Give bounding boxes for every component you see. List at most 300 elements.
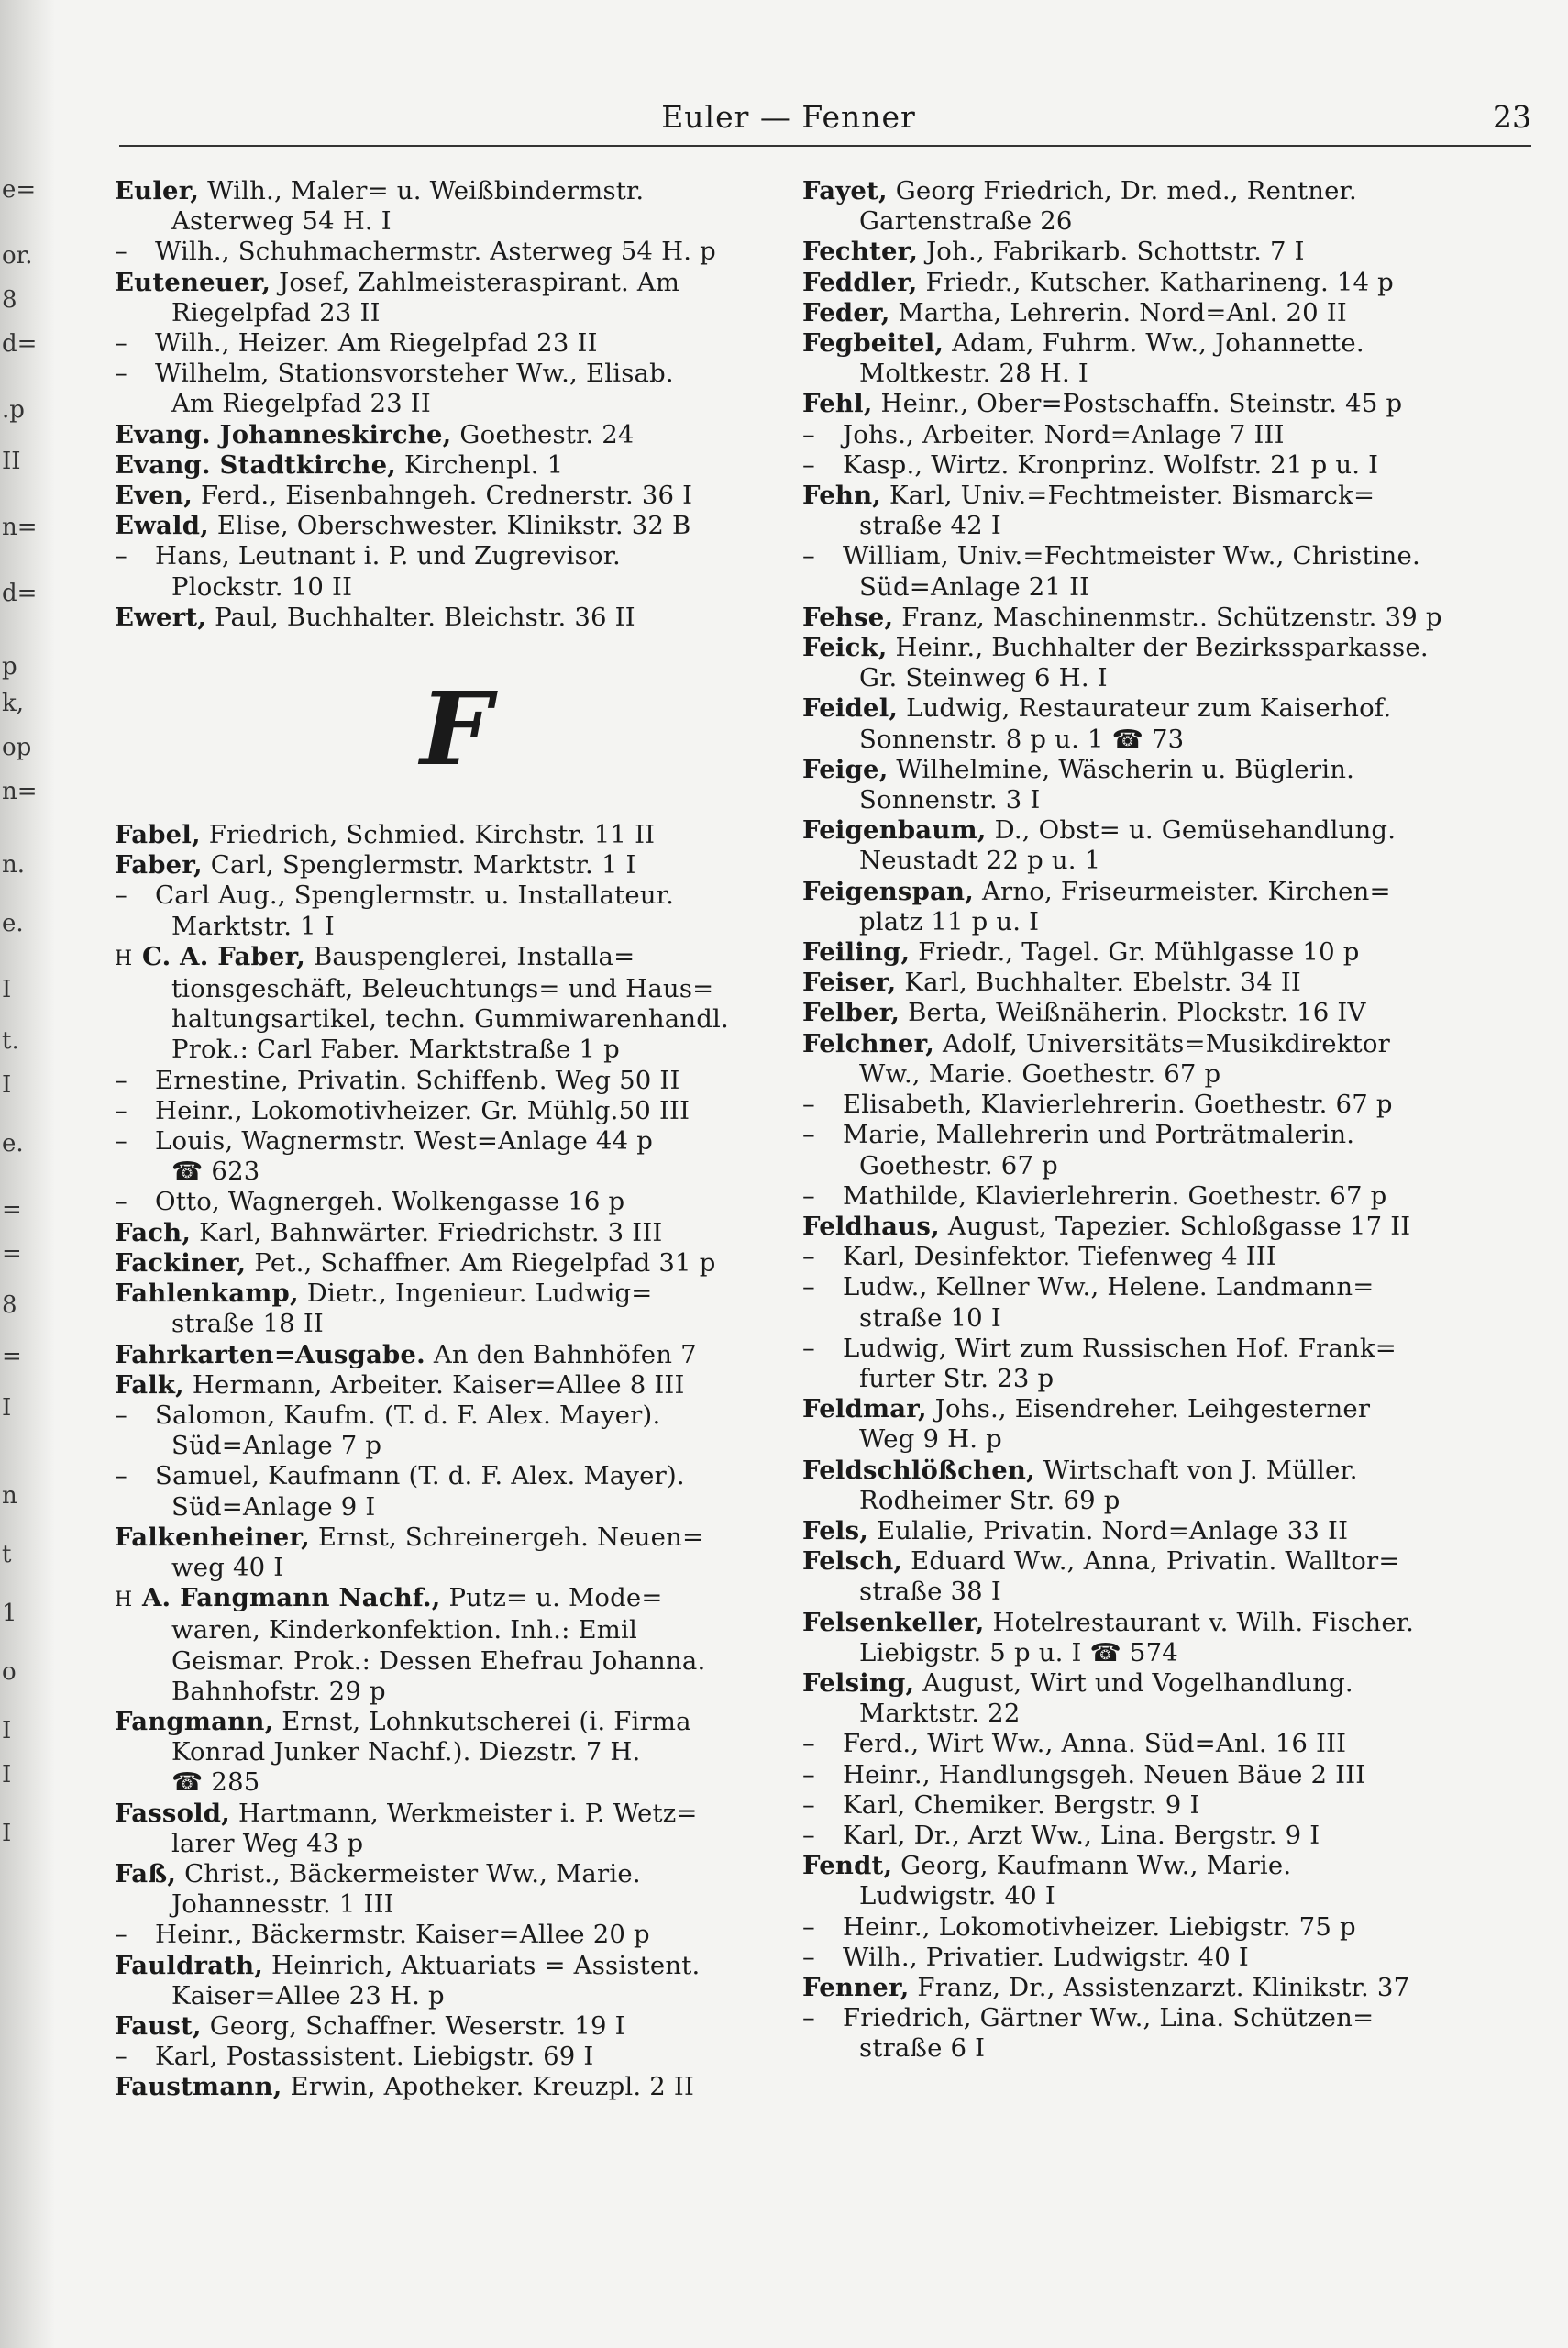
entry-surname: Evang. Stadtkirche, bbox=[115, 449, 397, 480]
entry-text: Karl, Postassistent. Liebigstr. 69 I bbox=[155, 2042, 594, 2072]
gutter-fragment: = bbox=[2, 1240, 22, 1268]
entry-text: Mathilde, Klavierlehrerin. Goethestr. 67 p bbox=[843, 1180, 1387, 1211]
entry-first-line bbox=[802, 1212, 1485, 1242]
entry-text: Friedr., Tagel. Gr. Mühlgasse 10 p bbox=[918, 937, 1360, 968]
entry-text: August, Tapezier. Schloßgasse 17 II bbox=[947, 1211, 1411, 1241]
entry-text: Elise, Oberschwester. Klinikstr. 32 B bbox=[216, 511, 691, 541]
entry-text: waren, Kinderkonfektion. Inh.: Emil bbox=[171, 1615, 638, 1645]
entry-continuation-line bbox=[115, 1889, 798, 1920]
gutter-fragment: t. bbox=[2, 1027, 19, 1055]
entry-first-line bbox=[802, 389, 1485, 419]
entry-text: platz 11 p u. I bbox=[859, 906, 1040, 936]
directory-entry bbox=[115, 1187, 798, 1217]
gutter-fragment: d= bbox=[2, 580, 38, 607]
entry-surname: Faß, bbox=[115, 1858, 177, 1888]
entry-continuation-line bbox=[115, 974, 798, 1004]
directory-entry bbox=[115, 1340, 798, 1370]
entry-text: straße 42 I bbox=[859, 511, 1001, 541]
entry-text: Süd=Anlage 7 p bbox=[171, 1431, 382, 1461]
entry-text: Moltkestr. 28 H. I bbox=[859, 359, 1088, 389]
entry-first-line bbox=[802, 1090, 1485, 1120]
entry-surname: Feiling, bbox=[802, 937, 911, 968]
directory-entry bbox=[115, 1096, 798, 1126]
repeat-dash: – bbox=[115, 1065, 127, 1095]
entry-text: Hans, Leutnant i. P. und Zugrevisor. bbox=[155, 541, 621, 571]
directory-entry bbox=[115, 268, 798, 328]
directory-entry bbox=[802, 937, 1485, 968]
repeat-dash: – bbox=[802, 1333, 815, 1363]
entry-text: Wilh., Schuhmachermstr. Asterweg 54 H. p bbox=[155, 237, 716, 267]
entry-continuation-line bbox=[802, 572, 1485, 603]
entry-text: Adolf, Universitäts=Musikdirektor bbox=[943, 1028, 1390, 1058]
repeat-dash: – bbox=[802, 1180, 815, 1211]
entry-text: Goethestr. 67 p bbox=[859, 1150, 1058, 1180]
entry-text: Heinr., Handlungsgeh. Neuen Bäue 2 III bbox=[843, 1759, 1366, 1789]
entry-text: Asterweg 54 H. I bbox=[171, 206, 392, 237]
entry-text: Prok.: Carl Faber. Marktstraße 1 p bbox=[171, 1035, 620, 1065]
entry-surname: Fehn, bbox=[802, 481, 882, 511]
directory-entry bbox=[115, 1126, 798, 1187]
entry-text: Heinr., Lokomotivheizer. Gr. Mühlg.50 III bbox=[155, 1095, 690, 1125]
entry-first-line bbox=[115, 1096, 798, 1126]
directory-entry bbox=[115, 176, 798, 237]
gutter-fragment: or. bbox=[2, 242, 33, 270]
entry-text: Franz, Dr., Assistenzarzt. Klinikstr. 37 bbox=[917, 1972, 1410, 2002]
entry-continuation-line bbox=[115, 1737, 798, 1767]
directory-entry bbox=[802, 1516, 1485, 1546]
entry-surname: Feige, bbox=[802, 754, 889, 784]
directory-entry bbox=[115, 1401, 798, 1461]
directory-entry bbox=[115, 1707, 798, 1799]
repeat-dash: – bbox=[802, 1729, 815, 1759]
directory-entry bbox=[115, 237, 798, 267]
entry-text: larer Weg 43 p bbox=[171, 1828, 364, 1858]
entry-text: Ludwig, Wirt zum Russischen Hof. Frank= bbox=[843, 1333, 1397, 1363]
entry-continuation-line bbox=[115, 1492, 798, 1523]
directory-entry bbox=[115, 2011, 798, 2042]
directory-entry bbox=[802, 1090, 1485, 1120]
entry-continuation-line bbox=[802, 1059, 1485, 1090]
gutter-fragment: n. bbox=[2, 851, 26, 879]
repeat-dash: – bbox=[802, 1759, 815, 1789]
entry-text: Hermann, Arbeiter. Kaiser=Allee 8 III bbox=[192, 1369, 685, 1400]
gutter-fragment: 8 bbox=[2, 286, 17, 314]
directory-entry bbox=[802, 693, 1485, 754]
entry-text: Gr. Steinweg 6 H. I bbox=[859, 663, 1108, 693]
entry-text: Carl, Spenglermstr. Marktstr. 1 I bbox=[210, 850, 636, 880]
entry-text: Karl, Chemiker. Bergstr. 9 I bbox=[843, 1789, 1200, 1820]
entry-text: Georg, Kaufmann Ww., Marie. bbox=[900, 1851, 1292, 1881]
page-number: 23 bbox=[1493, 99, 1531, 135]
entry-text: straße 38 I bbox=[859, 1577, 1001, 1607]
directory-entry bbox=[115, 880, 798, 941]
entry-text: Salomon, Kaufm. (T. d. F. Alex. Mayer). bbox=[155, 1400, 661, 1430]
entry-text: Liebigstr. 5 p u. I ☎ 574 bbox=[859, 1637, 1178, 1667]
entry-first-line bbox=[115, 2072, 798, 2102]
directory-entry bbox=[115, 1799, 798, 1859]
entry-text: Josef, Zahlmeisteraspirant. Am bbox=[279, 267, 680, 297]
entry-text: Joh., Fabrikarb. Schottstr. 7 I bbox=[926, 237, 1305, 267]
directory-entry bbox=[802, 1608, 1485, 1668]
entry-surname: Fach, bbox=[115, 1217, 192, 1247]
entry-continuation-line bbox=[802, 725, 1485, 755]
directory-entry bbox=[802, 1212, 1485, 1242]
directory-entry bbox=[802, 237, 1485, 267]
entry-first-line bbox=[115, 450, 798, 481]
repeat-dash: – bbox=[802, 1789, 815, 1820]
entry-text: ☎ 285 bbox=[171, 1767, 260, 1798]
gutter-fragment: I bbox=[2, 976, 12, 1003]
entry-text: Riegelpfad 23 II bbox=[171, 297, 381, 327]
gutter-fragment: n= bbox=[2, 514, 38, 541]
entry-first-line bbox=[115, 603, 798, 633]
directory-entry bbox=[802, 1821, 1485, 1851]
directory-entry bbox=[115, 2072, 798, 2102]
entry-first-line bbox=[802, 1181, 1485, 1212]
gutter-fragment: e= bbox=[2, 176, 37, 204]
entry-text: Eduard Ww., Anna, Privatin. Walltor= bbox=[911, 1546, 1400, 1577]
directory-entry bbox=[802, 1790, 1485, 1821]
gutter-fragment: d= bbox=[2, 330, 38, 358]
entry-continuation-line bbox=[115, 1646, 798, 1677]
entry-text: tionsgeschäft, Beleuchtungs= und Haus= bbox=[171, 974, 714, 1004]
entry-text: Goethestr. 24 bbox=[459, 419, 635, 449]
entry-continuation-line bbox=[115, 298, 798, 328]
entry-first-line bbox=[802, 237, 1485, 267]
entry-text: Karl, Dr., Arzt Ww., Lina. Bergstr. 9 I bbox=[843, 1820, 1320, 1850]
directory-entry bbox=[115, 1066, 798, 1096]
directory-entry bbox=[115, 420, 798, 450]
entry-surname: Fegbeitel, bbox=[802, 328, 944, 359]
entry-text: Christ., Bäckermeister Ww., Marie. bbox=[184, 1858, 641, 1888]
entry-first-line bbox=[115, 1920, 798, 1950]
entry-first-line bbox=[115, 1248, 798, 1279]
entry-continuation-line bbox=[802, 1486, 1485, 1516]
entry-text: straße 6 I bbox=[859, 2033, 986, 2064]
entry-first-line bbox=[802, 298, 1485, 328]
directory-entry bbox=[115, 481, 798, 511]
entry-text: Süd=Anlage 21 II bbox=[859, 571, 1090, 602]
directory-entry bbox=[802, 1029, 1485, 1090]
entry-text: Marktstr. 22 bbox=[859, 1699, 1021, 1729]
gutter-fragment: t bbox=[2, 1541, 12, 1568]
entry-first-line bbox=[802, 176, 1485, 206]
directory-entry bbox=[802, 1912, 1485, 1943]
entry-continuation-line bbox=[802, 359, 1485, 389]
entry-surname: Fenner, bbox=[802, 1972, 910, 2002]
entry-surname: Fackiner, bbox=[115, 1247, 247, 1278]
entry-first-line bbox=[115, 942, 798, 974]
gutter-fragment: 1 bbox=[2, 1600, 17, 1627]
entry-text: Marie, Mallehrerin und Porträtmalerin. bbox=[843, 1120, 1355, 1150]
entry-first-line bbox=[115, 1461, 798, 1491]
entry-surname: Felber, bbox=[802, 998, 900, 1028]
entry-text: Pet., Schaffner. Am Riegelpfad 31 p bbox=[254, 1247, 716, 1278]
entry-first-line bbox=[115, 1340, 798, 1370]
entry-continuation-line bbox=[115, 1829, 798, 1859]
directory-entry bbox=[802, 815, 1485, 876]
header-rule bbox=[119, 145, 1531, 147]
directory-entry bbox=[802, 1943, 1485, 1973]
entry-text: Ludwig, Restaurateur zum Kaiserhof. bbox=[906, 693, 1392, 724]
entry-first-line bbox=[115, 1370, 798, 1401]
entry-continuation-line bbox=[802, 511, 1485, 541]
entry-first-line bbox=[802, 1760, 1485, 1790]
repeat-dash: – bbox=[115, 1126, 127, 1157]
entry-surname: Fangmann, bbox=[115, 1706, 274, 1736]
entry-continuation-line bbox=[802, 663, 1485, 693]
entry-first-line bbox=[115, 481, 798, 511]
entry-surname: Feldhaus, bbox=[802, 1211, 940, 1241]
entry-first-line bbox=[115, 850, 798, 880]
entry-first-line bbox=[115, 1126, 798, 1157]
repeat-dash: – bbox=[802, 1120, 815, 1150]
entry-text: straße 18 II bbox=[171, 1309, 324, 1339]
directory-entry bbox=[115, 511, 798, 541]
gutter-fragment: = bbox=[2, 1343, 22, 1370]
entry-text: Weg 9 H. p bbox=[859, 1424, 1002, 1455]
directory-entry bbox=[802, 328, 1485, 389]
entry-text: Dietr., Ingenieur. Ludwig= bbox=[306, 1279, 653, 1309]
running-head: Euler — Fenner bbox=[661, 99, 916, 135]
directory-entry bbox=[802, 389, 1485, 419]
entry-surname: Felsing, bbox=[802, 1667, 915, 1698]
entry-continuation-line bbox=[802, 1881, 1485, 1911]
repeat-dash: – bbox=[115, 541, 127, 571]
directory-entry bbox=[115, 603, 798, 633]
entry-surname: Feldmar, bbox=[802, 1394, 927, 1424]
repeat-dash: – bbox=[802, 1090, 815, 1120]
entry-first-line bbox=[802, 1668, 1485, 1699]
page-header bbox=[55, 99, 1568, 145]
gutter-fragment: 8 bbox=[2, 1291, 17, 1319]
entry-continuation-line bbox=[802, 1151, 1485, 1181]
repeat-dash: – bbox=[115, 1187, 127, 1217]
entry-surname: Euteneuer, bbox=[115, 267, 271, 297]
entry-text: Am Riegelpfad 23 II bbox=[171, 389, 431, 419]
entry-first-line bbox=[115, 328, 798, 359]
directory-entry bbox=[115, 1218, 798, 1248]
directory-entry bbox=[802, 1760, 1485, 1790]
entry-text: Plockstr. 10 II bbox=[171, 571, 353, 602]
entry-continuation-line bbox=[115, 1157, 798, 1187]
entry-text: Bauspenglerei, Installa= bbox=[314, 941, 635, 971]
entry-text: Ernst, Lohnkutscherei (i. Firma bbox=[282, 1706, 691, 1736]
repeat-dash: – bbox=[802, 1272, 815, 1302]
entry-continuation-line bbox=[115, 1677, 798, 1707]
directory-entry bbox=[802, 1394, 1485, 1455]
entry-surname: Fechter, bbox=[802, 237, 919, 267]
entry-first-line bbox=[115, 1583, 798, 1615]
entry-first-line bbox=[802, 1242, 1485, 1272]
entry-text: Johs., Arbeiter. Nord=Anlage 7 III bbox=[843, 419, 1285, 449]
directory-entry bbox=[802, 541, 1485, 602]
entry-text: Karl, Desinfektor. Tiefenweg 4 III bbox=[843, 1242, 1276, 1272]
entry-first-line bbox=[115, 1707, 798, 1737]
entry-text: August, Wirt und Vogelhandlung. bbox=[922, 1667, 1353, 1698]
entry-text: Franz, Maschinenmstr.. Schützenstr. 39 p bbox=[901, 602, 1442, 632]
entry-continuation-line bbox=[115, 1004, 798, 1035]
entry-surname: Euler, bbox=[115, 176, 200, 205]
entry-first-line bbox=[802, 968, 1485, 998]
register-mark: H bbox=[115, 947, 133, 970]
entry-text: Sonnenstr. 3 I bbox=[859, 785, 1041, 815]
entry-continuation-line bbox=[802, 206, 1485, 237]
entry-text: Hotelrestaurant v. Wilh. Fischer. bbox=[992, 1607, 1415, 1637]
entry-first-line bbox=[802, 1120, 1485, 1150]
entry-text: ☎ 623 bbox=[171, 1157, 260, 1187]
directory-entry bbox=[802, 298, 1485, 328]
entry-first-line bbox=[115, 1187, 798, 1217]
entry-first-line bbox=[802, 1821, 1485, 1851]
entry-text: Wirtschaft von J. Müller. bbox=[1043, 1455, 1358, 1485]
entry-text: Putz= u. Mode= bbox=[448, 1583, 663, 1613]
entry-first-line bbox=[802, 603, 1485, 633]
entry-text: weg 40 I bbox=[171, 1552, 284, 1582]
entry-surname: Feidel, bbox=[802, 693, 899, 724]
directory-entry bbox=[802, 1181, 1485, 1212]
directory-entry bbox=[802, 998, 1485, 1028]
entry-text: Wilhelm, Stationsvorsteher Ww., Elisab. bbox=[155, 359, 674, 389]
entry-surname: Feder, bbox=[802, 297, 890, 327]
entry-text: Elisabeth, Klavierlehrerin. Goethestr. 67 p bbox=[843, 1090, 1393, 1120]
letter-section-heading: F bbox=[420, 670, 492, 789]
entry-first-line bbox=[115, 541, 798, 571]
entry-continuation-line bbox=[115, 912, 798, 942]
entry-text: Eulalie, Privatin. Nord=Anlage 33 II bbox=[876, 1515, 1349, 1545]
entry-surname: Falk, bbox=[115, 1369, 184, 1400]
entry-text: Paul, Buchhalter. Bleichstr. 36 II bbox=[215, 602, 635, 632]
directory-entry bbox=[802, 968, 1485, 998]
directory-entry bbox=[802, 1334, 1485, 1394]
entry-surname: Even, bbox=[115, 481, 193, 511]
entry-surname: Felsenkeller, bbox=[802, 1607, 985, 1637]
entry-text: Karl, Univ.=Fechtmeister. Bismarck= bbox=[889, 481, 1375, 511]
entry-text: Neustadt 22 p u. 1 bbox=[859, 846, 1101, 876]
directory-entry bbox=[802, 268, 1485, 298]
entry-surname: Fendt, bbox=[802, 1851, 893, 1881]
entry-first-line bbox=[115, 1279, 798, 1309]
entry-text: Wilhelmine, Wäscherin u. Büglerin. bbox=[896, 754, 1355, 784]
entry-surname: Feigenspan, bbox=[802, 876, 974, 906]
gutter-fragment: p bbox=[2, 653, 17, 681]
entry-continuation-line bbox=[115, 1767, 798, 1798]
entry-first-line bbox=[115, 2011, 798, 2042]
entry-first-line bbox=[802, 2003, 1485, 2033]
entry-text: Marktstr. 1 I bbox=[171, 911, 335, 941]
entry-first-line bbox=[802, 450, 1485, 481]
entry-text: Heinr., Ober=Postschaffn. Steinstr. 45 p bbox=[880, 389, 1403, 419]
repeat-dash: – bbox=[802, 1911, 815, 1942]
entry-surname: Evang. Johanneskirche, bbox=[115, 419, 452, 449]
gutter-fragment: n= bbox=[2, 778, 38, 805]
entry-surname: Ewald, bbox=[115, 511, 209, 541]
entry-surname: Felchner, bbox=[802, 1028, 935, 1058]
entry-first-line bbox=[115, 359, 798, 389]
directory-entry bbox=[802, 633, 1485, 693]
directory-entry bbox=[115, 1859, 798, 1920]
directory-entry bbox=[802, 603, 1485, 633]
entry-text: Johannesstr. 1 III bbox=[171, 1889, 394, 1920]
entry-first-line bbox=[115, 237, 798, 267]
entry-first-line bbox=[802, 755, 1485, 785]
repeat-dash: – bbox=[115, 880, 127, 911]
entry-surname: Faber, bbox=[115, 850, 203, 880]
gutter-fragment: II bbox=[2, 448, 21, 475]
directory-entry bbox=[115, 1951, 798, 2011]
entry-first-line bbox=[802, 1790, 1485, 1821]
gutter-fragment: e. bbox=[2, 910, 24, 937]
entry-text: Wilh., Maler= u. Weißbindermstr. bbox=[207, 176, 645, 205]
directory-entry bbox=[115, 850, 798, 880]
repeat-dash: – bbox=[802, 419, 815, 449]
repeat-dash: – bbox=[115, 1400, 127, 1430]
entry-text: Kasp., Wirtz. Kronprinz. Wolfstr. 21 p u. I bbox=[843, 449, 1379, 480]
repeat-dash: – bbox=[802, 541, 815, 571]
entry-continuation-line bbox=[802, 2033, 1485, 2064]
entry-continuation-line bbox=[802, 907, 1485, 937]
entry-continuation-line bbox=[115, 1615, 798, 1645]
entry-surname: Feigenbaum, bbox=[802, 815, 987, 846]
entry-surname: Feiser, bbox=[802, 968, 897, 998]
repeat-dash: – bbox=[802, 449, 815, 480]
entry-text: Gartenstraße 26 bbox=[859, 206, 1073, 237]
entry-surname: Feddler, bbox=[802, 267, 918, 297]
entry-surname: Felsch, bbox=[802, 1546, 903, 1577]
entry-continuation-line bbox=[802, 846, 1485, 876]
entry-first-line bbox=[802, 1334, 1485, 1364]
entry-surname: Fauldrath, bbox=[115, 1950, 264, 1980]
entry-text: Friedr., Kutscher. Katharineng. 14 p bbox=[925, 267, 1394, 297]
repeat-dash: – bbox=[115, 328, 127, 359]
directory-entry bbox=[802, 1668, 1485, 1729]
entry-continuation-line bbox=[802, 1424, 1485, 1455]
entry-surname: Falkenheiner, bbox=[115, 1522, 310, 1552]
entry-continuation-line bbox=[802, 785, 1485, 815]
entry-first-line bbox=[115, 2042, 798, 2072]
entry-first-line bbox=[115, 820, 798, 850]
directory-entry bbox=[802, 1272, 1485, 1333]
directory-entry bbox=[802, 1546, 1485, 1607]
entry-text: furter Str. 23 p bbox=[859, 1363, 1055, 1393]
directory-entry bbox=[115, 820, 798, 850]
entry-text: Friedrich, Gärtner Ww., Lina. Schützen= bbox=[843, 2003, 1375, 2033]
entry-continuation-line bbox=[802, 1364, 1485, 1394]
entry-surname: C. A. Faber, bbox=[142, 941, 306, 971]
gutter-fragment: k, bbox=[2, 690, 25, 717]
gutter-fragment: I bbox=[2, 1761, 12, 1789]
entry-surname: Fels, bbox=[802, 1515, 869, 1545]
register-mark: H bbox=[115, 1589, 133, 1612]
entry-text: Rodheimer Str. 69 p bbox=[859, 1485, 1121, 1515]
entry-text: Kaiser=Allee 23 H. p bbox=[171, 1980, 445, 2010]
directory-entry bbox=[802, 877, 1485, 937]
entry-text: Süd=Anlage 9 I bbox=[171, 1491, 376, 1522]
directory-entry bbox=[115, 942, 798, 1066]
repeat-dash: – bbox=[115, 2042, 127, 2072]
entry-text: Karl, Buchhalter. Ebelstr. 34 II bbox=[904, 968, 1301, 998]
entry-surname: Fehse, bbox=[802, 602, 894, 632]
repeat-dash: – bbox=[115, 1095, 127, 1125]
entry-text: An den Bahnhöfen 7 bbox=[433, 1339, 697, 1369]
directory-entry bbox=[115, 1461, 798, 1522]
entry-first-line bbox=[802, 693, 1485, 724]
entry-continuation-line bbox=[115, 1431, 798, 1461]
entry-text: Kirchenpl. 1 bbox=[404, 449, 564, 480]
directory-entry bbox=[802, 1973, 1485, 2003]
entry-continuation-line bbox=[115, 206, 798, 237]
directory-entry bbox=[115, 1279, 798, 1339]
